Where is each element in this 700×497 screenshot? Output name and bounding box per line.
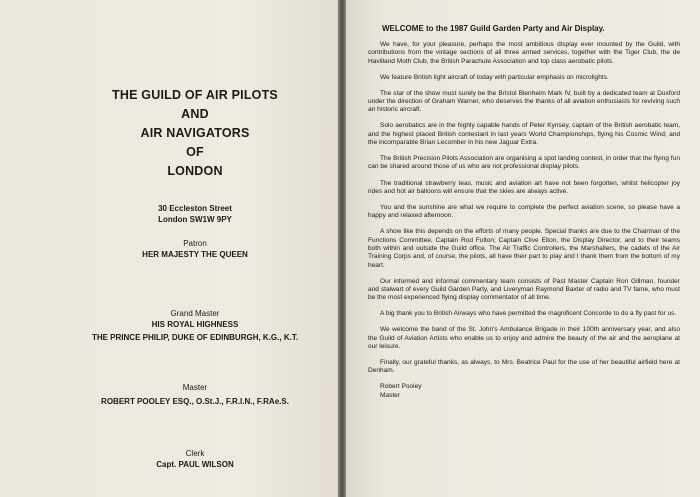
letter-paragraph: You and the sunshine are what we require to complete the perfect aviation scene, so please have a happy and relaxed afternoon. [368, 203, 680, 220]
address-line: 30 Eccleston Street [158, 204, 232, 213]
grand-master-block [70, 308, 320, 343]
title-line: AIR NAVIGATORS [140, 126, 250, 140]
title-line: THE GUILD OF AIR PILOTS [112, 88, 278, 102]
letter-paragraph: The star of the show must surely be the Bristol Blenheim Mark IV, built by a dedicated team at Duxford under the direction of Graham Warner, who deserves the thanks of all aviation enthusiasts for reviving such an historic aircraft. [368, 89, 680, 114]
patron-role: Patron [183, 239, 207, 248]
patron-name: HER MAJESTY THE QUEEN [142, 250, 248, 259]
title-line: OF [186, 145, 204, 159]
master-block [70, 382, 320, 407]
letter-paragraph: We have, for your pleasure, perhaps the most ambitious display ever mounted by the Guild, with contributions from the vintage sections of all three armed services, together with the Tiger Club, the de Havilland Moth Club, the British Parachute Association and top class aerobatic pilots. [368, 41, 680, 65]
clerk-name: Capt. PAUL WILSON [156, 460, 234, 469]
letter-paragraph: Solo aerobatics are in the highly capable hands of Peter Kynsey, captain of the British aerobatic team, and the highest placed British contestant in last years World Championships, flying his Cosmic Wind; and the incomparable Brian Lecomber in his new Jaguar Extra. [368, 122, 680, 147]
clerk-block [70, 448, 320, 470]
left-page-content [70, 86, 320, 469]
letter-paragraph: We welcome the band of the St. John's Ambulance Brigade in their 100th anniversary year, and also the Guild of Aviation Artists who enable us to enjoy and admire the beauty of the air and the aeroplane at our leisure. [368, 326, 680, 350]
title-line: AND [181, 107, 209, 121]
page-gutter [338, 0, 346, 497]
guild-title [70, 86, 320, 181]
letter-paragraph: The traditional strawberry teas, music and aviation art have not been forgotten, whilst helicopter joy rides and hot air balloons will ensure that the skies are always active. [368, 179, 680, 195]
signature-title: Master [380, 391, 401, 399]
letter-paragraph: We feature British light aircraft of today with particular emphasis on microlights. [380, 73, 609, 81]
master-role: Master [182, 383, 208, 392]
letter-paragraph: Finally, our grateful thanks, as always, to Mrs. Beatrice Paul for the use of her beautiful airfield here at Denham. [368, 359, 680, 375]
address [70, 203, 320, 225]
patron-block [70, 238, 320, 260]
welcome-heading: WELCOME to the 1987 Guild Garden Party and Air Display. [382, 24, 605, 33]
grand-master-name: HIS ROYAL HIGHNESS [151, 320, 239, 329]
master-name: ROBERT POOLEY ESQ., O.St.J., F.R.I.N., F.RAe.S. [101, 397, 289, 406]
signature-name: Robert Pooley [380, 383, 422, 391]
address-line: London SW1W 9PY [158, 215, 232, 224]
clerk-role: Clerk [185, 449, 205, 458]
letter-paragraph: The British Precision Pilots Association are organising a spot landing contest, in order that the flying fun can be shared around those of us who are not professional display pilots. [368, 155, 680, 171]
grand-master-role: Grand Master [170, 309, 220, 318]
grand-master-name: THE PRINCE PHILIP, DUKE OF EDINBURGH, K.G., K.T. [91, 333, 299, 342]
welcome-letter [368, 24, 680, 400]
title-line: LONDON [167, 164, 223, 178]
letter-paragraph: Our informed and informal commentary team consists of Past Master Captain Ron Gillman, founder and stalwart of every Guild Garden Party, and Liveryman Raymond Baxter of radio and TV fame, who must be the most experienced flying display commentator of all time. [368, 277, 680, 302]
letter-paragraph: A big thank you to British Airways who have permitted the magnificent Concorde to do a fly past for us. [380, 310, 677, 318]
signature [368, 383, 680, 400]
letter-paragraph: A show like this depends on the efforts of many people. Special thanks are due to the Chairman of the Functions Committee, Captain Rod Fulton; Captain Clive Elton, the Display Director, and to their teams both within and outside the Guild office. The Air Traffic Controllers, the Marshallers, the cadets of the Air Training Corps and, of course, the pilots, all have their part to play and I thank them from the bottom of my heart. [368, 228, 680, 269]
